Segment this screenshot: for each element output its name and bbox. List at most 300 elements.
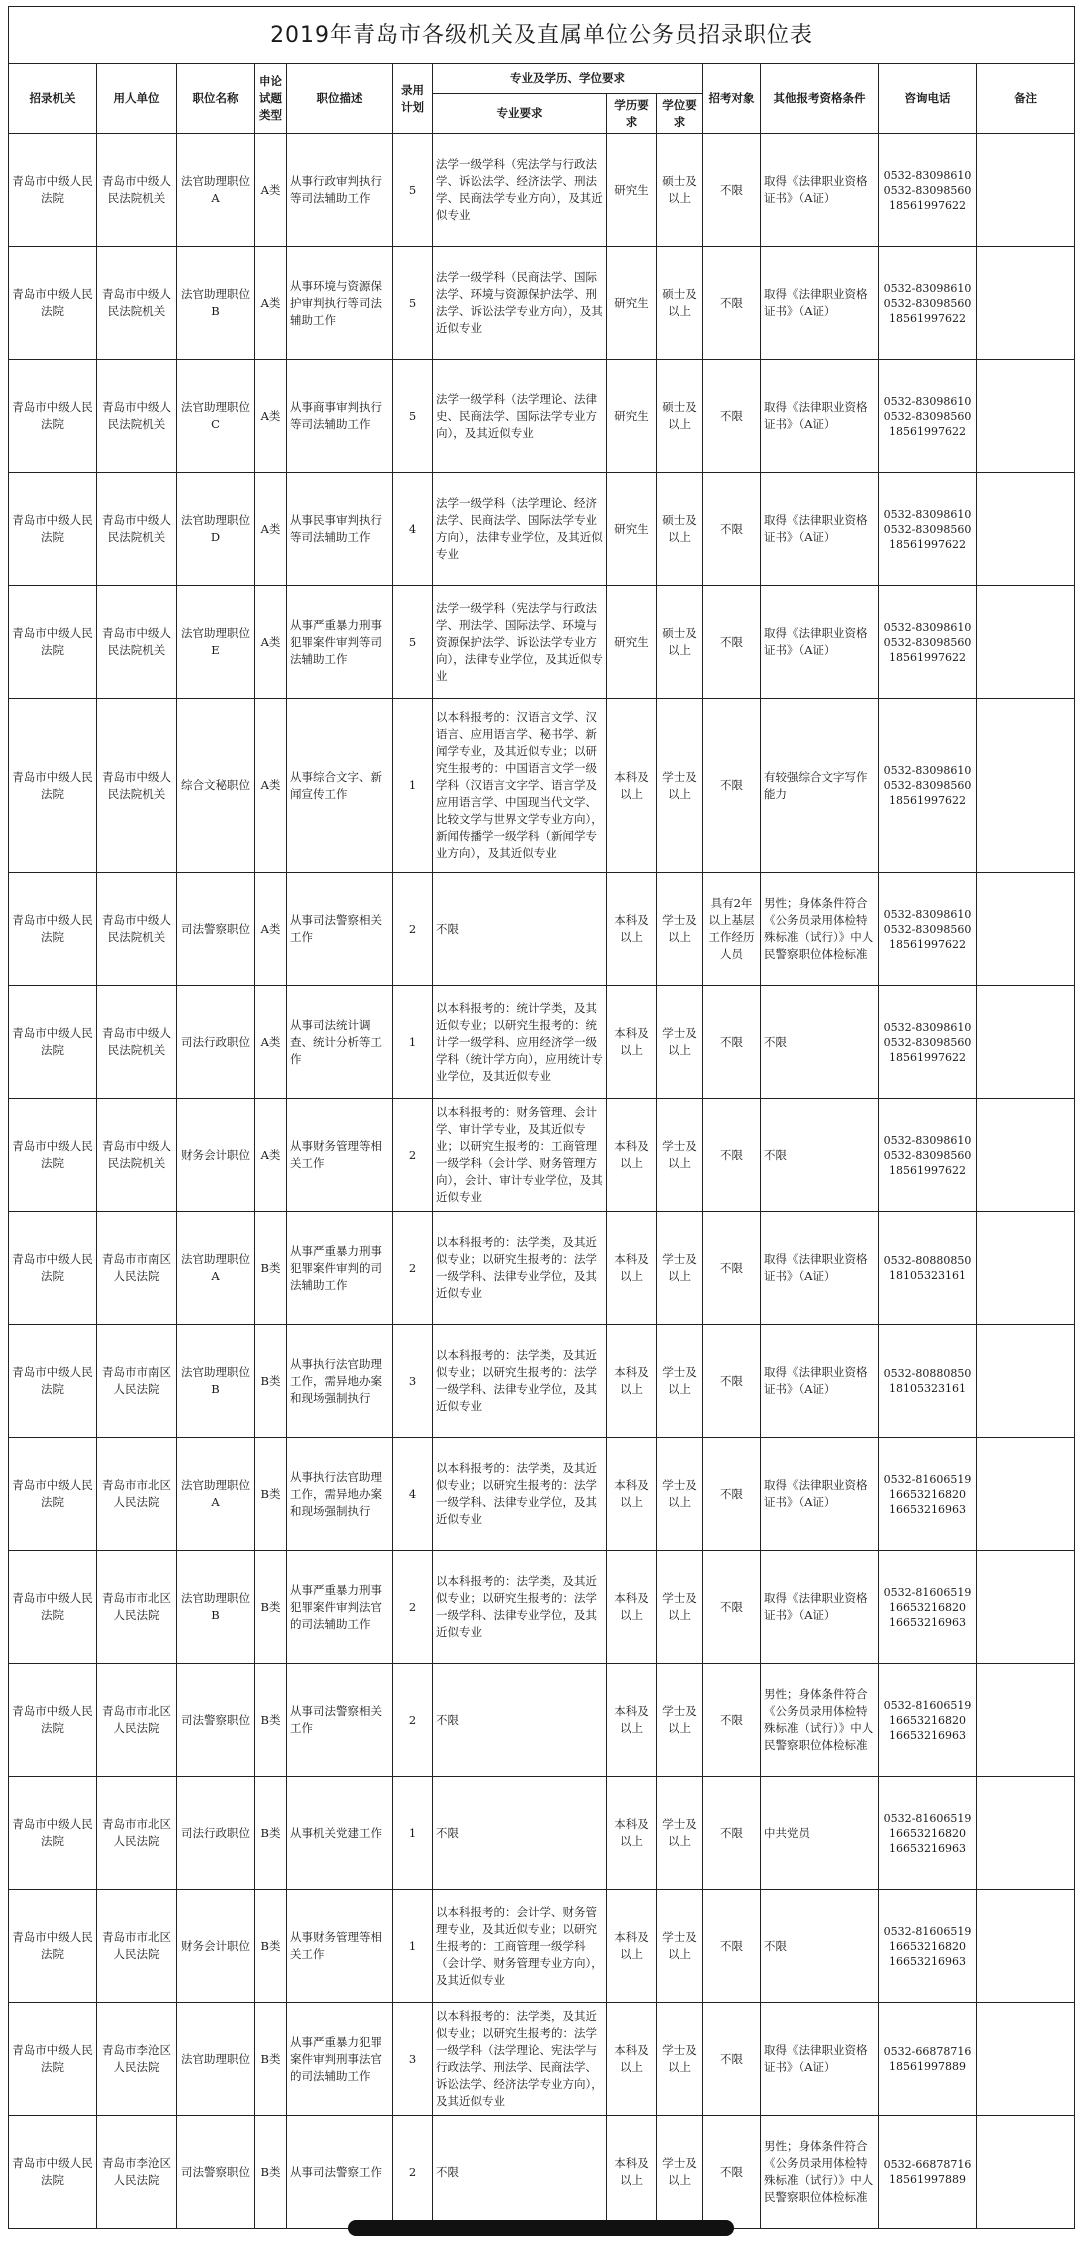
cell-degree: 学士及以上 — [657, 1325, 703, 1438]
table-row — [9, 873, 1075, 986]
cell-exam-type: B类 — [255, 1664, 287, 1777]
cell-education: 本科及以上 — [607, 2003, 657, 2116]
cell-count: 1 — [393, 699, 433, 873]
phone-number: 0532-80880850 — [883, 1254, 972, 1267]
cell-position: 司法警察职位 — [177, 1664, 255, 1777]
table-row — [9, 1099, 1075, 1212]
cell-education: 本科及以上 — [607, 1551, 657, 1664]
cell-major: 以本科报考的：法学类，及其近似专业；以研究生报考的：法学一级学科（法学理论、宪法学与行政法学、刑法学、民商法学、诉讼法学、经济法学专业方向），及其近似专业 — [433, 2003, 607, 2116]
cell-note — [977, 586, 1075, 699]
phone-number: 0532-83098560 — [883, 296, 972, 310]
cell-exam-type: B类 — [255, 1438, 287, 1551]
cell-major: 以本科报考的：会计学、财务管理专业，及其近似专业；以研究生报考的：工商管理一级学科（会计学、财务管理专业方向），及其近似专业 — [433, 1890, 607, 2003]
cell-education: 本科及以上 — [607, 1438, 657, 1551]
cell-note — [977, 1664, 1075, 1777]
cell-note — [977, 1890, 1075, 2003]
cell-description: 从事商事审判执行等司法辅助工作 — [287, 360, 393, 473]
cell-note — [977, 2003, 1075, 2116]
cell-major: 以本科报考的：法学类，及其近似专业；以研究生报考的：法学一级学科、法律专业学位，及其近似专业 — [433, 1325, 607, 1438]
cell-unit: 青岛市中级人民法院机关 — [97, 360, 177, 473]
cell-unit: 青岛市市北区人民法院 — [97, 1664, 177, 1777]
phone-number: 0532-81606519 — [883, 1585, 972, 1599]
job-table-sheet — [8, 6, 1074, 2229]
table-row — [9, 2116, 1075, 2229]
page-title: 2019年青岛市各级机关及直属单位公务员招录职位表 — [9, 7, 1075, 64]
cell-target: 不限 — [703, 2116, 761, 2229]
cell-major: 以本科报考的：财务管理、会计学、审计学专业，及其近似专业；以研究生报考的：工商管理一级学科（会计学、财务管理方向），会计、审计专业学位，及其近似专业 — [433, 1099, 607, 1212]
cell-other: 取得《法律职业资格证书》（A证） — [761, 1551, 879, 1664]
cell-phone — [879, 1890, 977, 2003]
cell-count: 5 — [393, 360, 433, 473]
cell-note — [977, 699, 1075, 873]
cell-major: 不限 — [433, 1664, 607, 1777]
cell-position: 司法行政职位 — [177, 986, 255, 1099]
cell-agency: 青岛市中级人民法院 — [9, 1438, 97, 1551]
table-row — [9, 586, 1075, 699]
cell-degree: 学士及以上 — [657, 873, 703, 986]
cell-phone — [879, 2003, 977, 2116]
cell-other: 不限 — [761, 986, 879, 1099]
cell-major: 不限 — [433, 873, 607, 986]
cell-other: 有较强综合文字写作能力 — [761, 699, 879, 873]
cell-note — [977, 986, 1075, 1099]
cell-major: 不限 — [433, 1777, 607, 1890]
cell-other: 取得《法律职业资格证书》（A证） — [761, 1325, 879, 1438]
cell-count: 2 — [393, 1551, 433, 1664]
cell-agency: 青岛市中级人民法院 — [9, 247, 97, 360]
table-row — [9, 986, 1075, 1099]
cell-education: 本科及以上 — [607, 1890, 657, 2003]
cell-count: 2 — [393, 1099, 433, 1212]
cell-note — [977, 1099, 1075, 1212]
cell-description: 从事民事审判执行等司法辅助工作 — [287, 473, 393, 586]
cell-education: 研究生 — [607, 586, 657, 699]
cell-education: 本科及以上 — [607, 1664, 657, 1777]
cell-unit: 青岛市市北区人民法院 — [97, 1438, 177, 1551]
cell-other: 取得《法律职业资格证书》（A证） — [761, 360, 879, 473]
cell-count: 4 — [393, 1438, 433, 1551]
phone-number: 0532-83098560 — [883, 1148, 972, 1162]
cell-note — [977, 247, 1075, 360]
phone-number: 0532-83098610 — [883, 764, 972, 777]
cell-education: 本科及以上 — [607, 1212, 657, 1325]
header-exam-type: 申论试题类型 — [255, 64, 287, 134]
cell-description: 从事严重暴力刑事犯罪案件审判的司法辅助工作 — [287, 1212, 393, 1325]
cell-agency: 青岛市中级人民法院 — [9, 2003, 97, 2116]
cell-phone — [879, 1099, 977, 1212]
header-phone: 咨询电话 — [879, 64, 977, 134]
cell-description: 从事财务管理等相关工作 — [287, 1099, 393, 1212]
cell-exam-type: B类 — [255, 1551, 287, 1664]
cell-note — [977, 134, 1075, 247]
cell-degree: 学士及以上 — [657, 1212, 703, 1325]
cell-position: 法官助理职位D — [177, 473, 255, 586]
phone-number: 0532-66878716 — [883, 2045, 972, 2058]
phone-number: 0532-83098560 — [883, 409, 972, 423]
cell-position: 法官助理职位A — [177, 1212, 255, 1325]
phone-number: 16653216820 — [889, 1713, 966, 1727]
phone-number: 18105323161 — [889, 1382, 966, 1395]
table-row — [9, 1438, 1075, 1551]
header-education: 学历要求 — [607, 94, 657, 134]
cell-unit: 青岛市中级人民法院机关 — [97, 873, 177, 986]
cell-education: 本科及以上 — [607, 1777, 657, 1890]
phone-number: 16653216963 — [889, 1954, 966, 1968]
table-row — [9, 1551, 1075, 1664]
cell-position: 法官助理职位E — [177, 586, 255, 699]
cell-exam-type: A类 — [255, 986, 287, 1099]
table-row — [9, 1890, 1075, 2003]
cell-exam-type: A类 — [255, 586, 287, 699]
cell-other: 取得《法律职业资格证书》（A证） — [761, 473, 879, 586]
cell-count: 5 — [393, 586, 433, 699]
cell-target: 不限 — [703, 134, 761, 247]
cell-degree: 硕士及以上 — [657, 586, 703, 699]
cell-note — [977, 2116, 1075, 2229]
header-count: 录用计划 — [393, 64, 433, 134]
phone-number: 0532-83098610 — [883, 620, 972, 634]
cell-degree: 学士及以上 — [657, 1099, 703, 1212]
cell-degree: 学士及以上 — [657, 1890, 703, 2003]
phone-number: 16653216820 — [889, 1939, 966, 1953]
cell-agency: 青岛市中级人民法院 — [9, 1664, 97, 1777]
cell-education: 本科及以上 — [607, 986, 657, 1099]
cell-position: 司法警察职位 — [177, 873, 255, 986]
cell-major: 以本科报考的：法学类，及其近似专业；以研究生报考的：法学一级学科、法律专业学位，及其近似专业 — [433, 1551, 607, 1664]
cell-degree: 硕士及以上 — [657, 473, 703, 586]
cell-education: 本科及以上 — [607, 873, 657, 986]
cell-target: 不限 — [703, 986, 761, 1099]
cell-unit: 青岛市中级人民法院机关 — [97, 986, 177, 1099]
cell-degree: 硕士及以上 — [657, 360, 703, 473]
cell-description: 从事执行法官助理工作，需异地办案和现场强制执行 — [287, 1438, 393, 1551]
cell-phone — [879, 873, 977, 986]
phone-number: 18561997622 — [889, 424, 966, 438]
table-row — [9, 1325, 1075, 1438]
cell-exam-type: A类 — [255, 873, 287, 986]
cell-other: 取得《法律职业资格证书》（A证） — [761, 586, 879, 699]
phone-number: 18561997622 — [889, 537, 966, 551]
cell-description: 从事严重暴力犯罪案件审判刑事法官的司法辅助工作 — [287, 2003, 393, 2116]
cell-note — [977, 1777, 1075, 1890]
table-row — [9, 360, 1075, 473]
cell-target: 不限 — [703, 699, 761, 873]
phone-number: 0532-83098560 — [883, 1035, 972, 1049]
cell-agency: 青岛市中级人民法院 — [9, 1325, 97, 1438]
cell-agency: 青岛市中级人民法院 — [9, 1551, 97, 1664]
cell-phone — [879, 699, 977, 873]
header-unit: 用人单位 — [97, 64, 177, 134]
cell-other: 中共党员 — [761, 1777, 879, 1890]
phone-number: 18105323161 — [889, 1269, 966, 1282]
cell-description: 从事执行法官助理工作，需异地办案和现场强制执行 — [287, 1325, 393, 1438]
cell-degree: 学士及以上 — [657, 1777, 703, 1890]
phone-number: 0532-83098610 — [883, 1133, 972, 1147]
cell-phone — [879, 1777, 977, 1890]
cell-exam-type: B类 — [255, 1890, 287, 2003]
cell-count: 5 — [393, 247, 433, 360]
cell-phone — [879, 1551, 977, 1664]
cell-note — [977, 473, 1075, 586]
table-row — [9, 134, 1075, 247]
cell-unit: 青岛市市北区人民法院 — [97, 1890, 177, 2003]
cell-phone — [879, 134, 977, 247]
cell-unit: 青岛市市北区人民法院 — [97, 1777, 177, 1890]
header-position: 职位名称 — [177, 64, 255, 134]
cell-count: 1 — [393, 1777, 433, 1890]
cell-agency: 青岛市中级人民法院 — [9, 134, 97, 247]
cell-other: 取得《法律职业资格证书》（A证） — [761, 247, 879, 360]
phone-number: 16653216963 — [889, 1841, 966, 1855]
cell-exam-type: B类 — [255, 1212, 287, 1325]
cell-description: 从事司法警察工作 — [287, 2116, 393, 2229]
cell-target: 不限 — [703, 1438, 761, 1551]
cell-education: 本科及以上 — [607, 699, 657, 873]
cell-note — [977, 873, 1075, 986]
header-major-group: 专业及学历、学位要求 — [433, 64, 703, 94]
cell-major: 以本科报考的：汉语言文学、汉语言、应用语言学、秘书学、新闻学专业，及其近似专业；以研究生报考的：中国语言文学一级学科（汉语言文字学、语言学及应用语言学、中国现当代文学、比较文学与世界文学专业方向），新闻传播学一级学科（新闻学专业方向），及其近似专业 — [433, 699, 607, 873]
cell-position: 法官助理职位A — [177, 1438, 255, 1551]
home-indicator[interactable] — [348, 2220, 734, 2236]
phone-number: 0532-83098560 — [883, 635, 972, 649]
phone-number: 0532-81606519 — [883, 1811, 972, 1825]
cell-other: 取得《法律职业资格证书》（A证） — [761, 1212, 879, 1325]
cell-major: 法学一级学科（宪法学与行政法学、诉讼法学、经济法学、刑法学、民商法学专业方向），及其近似专业 — [433, 134, 607, 247]
cell-position: 综合文秘职位 — [177, 699, 255, 873]
cell-degree: 硕士及以上 — [657, 134, 703, 247]
phone-number: 0532-81606519 — [883, 1698, 972, 1712]
cell-count: 1 — [393, 1890, 433, 2003]
table-row — [9, 2003, 1075, 2116]
cell-position: 法官助理职位B — [177, 247, 255, 360]
cell-target: 不限 — [703, 2003, 761, 2116]
job-table — [8, 6, 1075, 2229]
phone-number: 16653216963 — [889, 1502, 966, 1516]
cell-major: 法学一级学科（民商法学、国际法学、环境与资源保护法学、刑法学、诉讼法学专业方向），及其近似专业 — [433, 247, 607, 360]
phone-number: 0532-83098610 — [883, 281, 972, 295]
phone-number: 16653216963 — [889, 1728, 966, 1742]
cell-exam-type: B类 — [255, 1777, 287, 1890]
cell-unit: 青岛市中级人民法院机关 — [97, 1099, 177, 1212]
cell-agency: 青岛市中级人民法院 — [9, 473, 97, 586]
cell-position: 司法警察职位 — [177, 2116, 255, 2229]
phone-number: 0532-66878716 — [883, 2158, 972, 2171]
phone-number: 0532-83098560 — [883, 183, 972, 197]
cell-other: 不限 — [761, 1890, 879, 2003]
cell-unit: 青岛市李沧区人民法院 — [97, 2003, 177, 2116]
cell-count: 2 — [393, 1664, 433, 1777]
cell-description: 从事财务管理等相关工作 — [287, 1890, 393, 2003]
cell-target: 具有2年以上基层工作经历人员 — [703, 873, 761, 986]
cell-agency: 青岛市中级人民法院 — [9, 699, 97, 873]
header-other: 其他报考资格条件 — [761, 64, 879, 134]
cell-description: 从事机关党建工作 — [287, 1777, 393, 1890]
phone-number: 0532-81606519 — [883, 1924, 972, 1938]
cell-exam-type: B类 — [255, 2116, 287, 2229]
cell-target: 不限 — [703, 586, 761, 699]
table-row — [9, 1777, 1075, 1890]
cell-description: 从事司法统计调查、统计分析等工作 — [287, 986, 393, 1099]
phone-number: 18561997622 — [889, 311, 966, 325]
cell-education: 研究生 — [607, 360, 657, 473]
cell-major: 法学一级学科（法学理论、经济法学、民商法学、国际法学专业方向），法律专业学位，及其近似专业 — [433, 473, 607, 586]
cell-position: 司法行政职位 — [177, 1777, 255, 1890]
cell-phone — [879, 986, 977, 1099]
cell-major: 以本科报考的：法学类，及其近似专业；以研究生报考的：法学一级学科、法律专业学位，及其近似专业 — [433, 1438, 607, 1551]
cell-phone — [879, 586, 977, 699]
cell-agency: 青岛市中级人民法院 — [9, 586, 97, 699]
header-degree: 学位要求 — [657, 94, 703, 134]
cell-agency: 青岛市中级人民法院 — [9, 1212, 97, 1325]
cell-target: 不限 — [703, 1664, 761, 1777]
cell-exam-type: A类 — [255, 247, 287, 360]
phone-number: 16653216820 — [889, 1826, 966, 1840]
cell-degree: 硕士及以上 — [657, 247, 703, 360]
table-row — [9, 1664, 1075, 1777]
phone-number: 16653216820 — [889, 1487, 966, 1501]
phone-number: 18561997622 — [889, 937, 966, 951]
cell-description: 从事严重暴力刑事犯罪案件审判等司法辅助工作 — [287, 586, 393, 699]
cell-count: 2 — [393, 1212, 433, 1325]
cell-description: 从事综合文字、新闻宣传工作 — [287, 699, 393, 873]
cell-major: 不限 — [433, 2116, 607, 2229]
phone-number: 18561997889 — [889, 2060, 966, 2073]
cell-other: 取得《法律职业资格证书》（A证） — [761, 1438, 879, 1551]
cell-note — [977, 1438, 1075, 1551]
cell-agency: 青岛市中级人民法院 — [9, 873, 97, 986]
cell-exam-type: A类 — [255, 360, 287, 473]
phone-number: 0532-81606519 — [883, 1472, 972, 1486]
cell-degree: 学士及以上 — [657, 1664, 703, 1777]
cell-target: 不限 — [703, 360, 761, 473]
cell-count: 2 — [393, 873, 433, 986]
cell-position: 法官助理职位B — [177, 1325, 255, 1438]
phone-number: 0532-83098610 — [883, 168, 972, 182]
table-row — [9, 699, 1075, 873]
cell-unit: 青岛市市南区人民法院 — [97, 1212, 177, 1325]
cell-description: 从事司法警察相关工作 — [287, 1664, 393, 1777]
cell-note — [977, 1212, 1075, 1325]
cell-position: 法官助理职位 — [177, 2003, 255, 2116]
cell-exam-type: B类 — [255, 1325, 287, 1438]
cell-phone — [879, 2116, 977, 2229]
phone-number: 0532-83098560 — [883, 522, 972, 536]
cell-target: 不限 — [703, 1212, 761, 1325]
cell-description: 从事环境与资源保护审判执行等司法辅助工作 — [287, 247, 393, 360]
header-major: 专业要求 — [433, 94, 607, 134]
cell-education: 本科及以上 — [607, 1325, 657, 1438]
cell-target: 不限 — [703, 1099, 761, 1212]
cell-position: 财务会计职位 — [177, 1099, 255, 1212]
cell-other: 取得《法律职业资格证书》（A证） — [761, 2003, 879, 2116]
phone-number: 18561997889 — [889, 2173, 966, 2186]
cell-agency: 青岛市中级人民法院 — [9, 2116, 97, 2229]
cell-agency: 青岛市中级人民法院 — [9, 1777, 97, 1890]
cell-education: 研究生 — [607, 473, 657, 586]
cell-unit: 青岛市中级人民法院机关 — [97, 134, 177, 247]
cell-degree: 学士及以上 — [657, 1551, 703, 1664]
cell-agency: 青岛市中级人民法院 — [9, 986, 97, 1099]
cell-note — [977, 1325, 1075, 1438]
cell-target: 不限 — [703, 473, 761, 586]
phone-number: 0532-83098560 — [883, 922, 972, 936]
cell-description: 从事严重暴力刑事犯罪案件审判法官的司法辅助工作 — [287, 1551, 393, 1664]
cell-phone — [879, 360, 977, 473]
cell-education: 研究生 — [607, 247, 657, 360]
cell-education: 本科及以上 — [607, 1099, 657, 1212]
phone-number: 16653216820 — [889, 1600, 966, 1614]
cell-major: 法学一级学科（宪法学与行政法学、刑法学、国际法学、环境与资源保护法学、诉讼法学专业方向），法律专业学位，及其近似专业 — [433, 586, 607, 699]
phone-number: 0532-83098610 — [883, 394, 972, 408]
phone-number: 18561997622 — [889, 1050, 966, 1064]
phone-number: 18561997622 — [889, 650, 966, 664]
cell-agency: 青岛市中级人民法院 — [9, 360, 97, 473]
phone-number: 0532-83098560 — [883, 779, 972, 792]
phone-number: 0532-83098610 — [883, 1020, 972, 1034]
cell-position: 法官助理职位A — [177, 134, 255, 247]
phone-number: 18561997622 — [889, 198, 966, 212]
phone-number: 0532-83098610 — [883, 507, 972, 521]
cell-target: 不限 — [703, 1890, 761, 2003]
cell-count: 5 — [393, 134, 433, 247]
table-row — [9, 473, 1075, 586]
cell-count: 2 — [393, 2116, 433, 2229]
cell-unit: 青岛市中级人民法院机关 — [97, 473, 177, 586]
header-target: 招考对象 — [703, 64, 761, 134]
cell-target: 不限 — [703, 247, 761, 360]
cell-major: 以本科报考的：统计学类，及其近似专业；以研究生报考的：统计学一级学科、应用经济学一级学科（统计学方向），应用统计专业学位，及其近似专业 — [433, 986, 607, 1099]
phone-number: 16653216963 — [889, 1615, 966, 1629]
cell-target: 不限 — [703, 1551, 761, 1664]
cell-position: 法官助理职位C — [177, 360, 255, 473]
phone-number: 0532-80880850 — [883, 1367, 972, 1380]
cell-target: 不限 — [703, 1325, 761, 1438]
cell-target: 不限 — [703, 1777, 761, 1890]
table-row — [9, 247, 1075, 360]
cell-phone — [879, 1438, 977, 1551]
cell-agency: 青岛市中级人民法院 — [9, 1099, 97, 1212]
cell-other: 男性；身体条件符合《公务员录用体检特殊标准（试行）》中人民警察职位体检标准 — [761, 1664, 879, 1777]
table-row — [9, 1212, 1075, 1325]
cell-phone — [879, 1212, 977, 1325]
cell-phone — [879, 473, 977, 586]
cell-unit: 青岛市中级人民法院机关 — [97, 699, 177, 873]
cell-count: 4 — [393, 473, 433, 586]
cell-agency: 青岛市中级人民法院 — [9, 1890, 97, 2003]
cell-other: 取得《法律职业资格证书》（A证） — [761, 134, 879, 247]
header-agency: 招录机关 — [9, 64, 97, 134]
cell-degree: 学士及以上 — [657, 1438, 703, 1551]
cell-position: 财务会计职位 — [177, 1890, 255, 2003]
header-notes: 备注 — [977, 64, 1075, 134]
phone-number: 0532-83098610 — [883, 907, 972, 921]
cell-unit: 青岛市李沧区人民法院 — [97, 2116, 177, 2229]
cell-degree: 学士及以上 — [657, 699, 703, 873]
cell-major: 以本科报考的：法学类，及其近似专业；以研究生报考的：法学一级学科、法律专业学位，及其近似专业 — [433, 1212, 607, 1325]
cell-other: 不限 — [761, 1099, 879, 1212]
cell-position: 法官助理职位B — [177, 1551, 255, 1664]
cell-count: 3 — [393, 2003, 433, 2116]
cell-degree: 学士及以上 — [657, 2116, 703, 2229]
cell-exam-type: A类 — [255, 699, 287, 873]
cell-education: 本科及以上 — [607, 2116, 657, 2229]
cell-major: 法学一级学科（法学理论、法律史、民商法学、国际法学专业方向），及其近似专业 — [433, 360, 607, 473]
cell-count: 3 — [393, 1325, 433, 1438]
cell-exam-type: B类 — [255, 2003, 287, 2116]
cell-exam-type: A类 — [255, 473, 287, 586]
cell-other: 男性；身体条件符合《公务员录用体检特殊标准（试行）》中人民警察职位体检标准 — [761, 873, 879, 986]
cell-education: 研究生 — [607, 134, 657, 247]
